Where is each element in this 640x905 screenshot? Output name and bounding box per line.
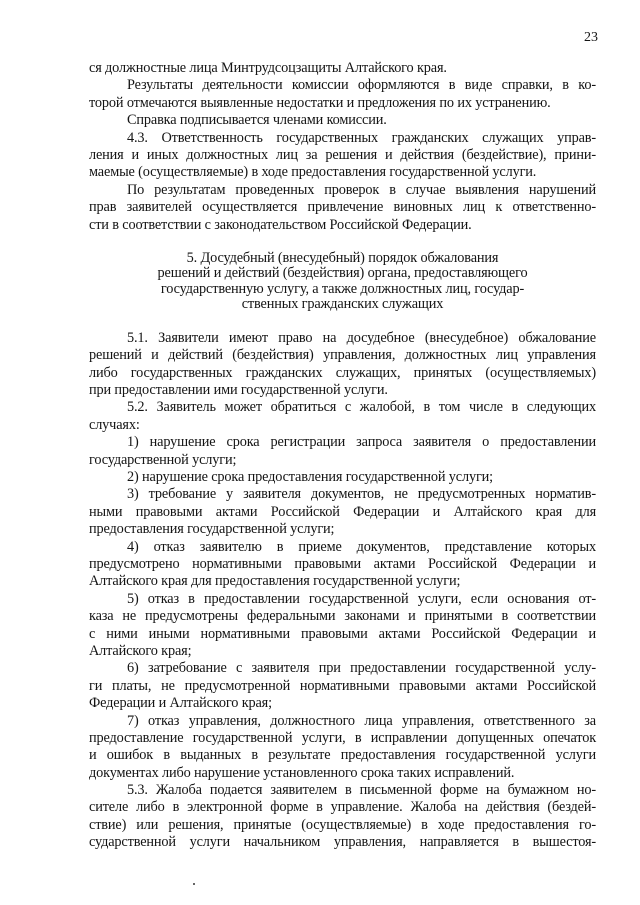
section-5-text	[89, 330, 596, 852]
section-4-text	[89, 60, 596, 234]
text-line: Алтайского края для предоставления государственной услуги;	[89, 573, 461, 590]
document-body	[89, 60, 596, 852]
text-line: 5) отказ в предоставлении государственной услуги, если основания от-	[127, 590, 596, 607]
scan-speck	[193, 883, 195, 885]
text-line: 5.3. Жалоба подается заявителем в письменной форме на бумажном но-	[127, 782, 596, 799]
text-line: каза не предусмотрены федеральными законами и принятыми в соответствии	[89, 608, 596, 625]
heading-line: решений и действий (бездействия) органа, предоставляющего	[157, 265, 528, 282]
text-line: документах либо нарушение установленного срока таких исправлений.	[89, 764, 515, 781]
text-line: предусмотрено нормативными правовыми актами Российской Федерации и	[89, 555, 596, 572]
text-line: 5.1. Заявители имеют право на досудебное (внесудебное) обжалование	[127, 329, 596, 346]
text-line: ствие) или решения, принятые (осуществляемые) в ходе предоставления го-	[89, 816, 596, 833]
text-line: 3) требование у заявителя документов, не предусмотренных норматив-	[127, 486, 596, 503]
text-line: при предоставлении ими государственной услуги.	[89, 382, 388, 399]
text-line: маемые (осуществляемые) в ходе предоставления государственной услуги.	[89, 164, 537, 181]
text-line: Алтайского края;	[89, 642, 192, 659]
text-line: с ними иными нормативными правовыми актами Российской Федерации и	[89, 625, 596, 642]
heading-line: ственных гражданских служащих	[241, 296, 444, 313]
text-line: 2) нарушение срока предоставления государственной услуги;	[127, 469, 493, 486]
text-line: государственной услуги;	[89, 451, 237, 468]
text-line: ления и иных должностных лиц за решения и действия (бездействие), прини-	[89, 146, 596, 163]
text-line: ги платы, не предусмотренной нормативными правовыми актами Российской	[89, 677, 596, 694]
text-line: торой отмечаются выявленные недостатки и предложения по их устранению.	[89, 94, 551, 111]
text-line: и ошибок в выданных в результате предоставления государственной услуги	[89, 747, 596, 764]
text-line: 4.3. Ответственность государственных гражданских служащих управ-	[127, 129, 596, 146]
text-line: 4) отказ заявителю в приеме документов, представление которых	[127, 538, 596, 555]
text-line: предоставления государственной услуги;	[89, 521, 335, 538]
text-line: сударственной услуги начальником управления, направляется в вышестоя-	[89, 834, 596, 851]
text-line: Федерации и Алтайского края;	[89, 695, 272, 712]
page-number: 23	[584, 30, 598, 45]
text-line: Справка подписывается членами комиссии.	[127, 112, 387, 129]
text-line: 5.2. Заявитель может обратиться с жалобой, в том числе в следующих	[127, 399, 596, 416]
text-line: 6) затребование с заявителя при предоставлении государственной услу-	[127, 660, 596, 677]
heading-line: государственную услугу, а также должностных лиц, государ-	[160, 280, 525, 297]
text-line: решений и действий (бездействия) управления, должностных лиц управления	[89, 347, 596, 364]
section-5-heading	[89, 251, 596, 313]
text-line: Результаты деятельности комиссии оформляются в виде справки, в ко-	[127, 77, 596, 94]
text-line: либо государственных гражданских служащих, принятых (осуществляемых)	[89, 364, 596, 381]
text-line: сти в соответствии с законодательством Российской Федерации.	[89, 216, 472, 233]
text-line: ся должностные лица Минтрудсоцзащиты Алтайского края.	[89, 60, 447, 76]
text-line: 1) нарушение срока регистрации запроса заявителя о предоставлении	[127, 434, 596, 451]
text-line: прав заявителей осуществляется привлечение виновных лиц к ответственно-	[89, 199, 596, 216]
text-line: случаях:	[89, 416, 140, 433]
heading-line: 5. Досудебный (внесудебный) порядок обжалования	[186, 249, 499, 266]
text-line: По результатам проведенных проверок в случае выявления нарушений	[127, 181, 596, 198]
text-line: сителе либо в электронной форме в управление. Жалоба на действия (бездей-	[89, 799, 596, 816]
text-line: ными правовыми актами Российской Федерации и Алтайского края для	[89, 503, 596, 520]
text-line: предоставление государственной услуги, в исправлении допущенных опечаток	[89, 729, 596, 746]
text-line: 7) отказ управления, должностного лица управления, ответственного за	[127, 712, 596, 729]
